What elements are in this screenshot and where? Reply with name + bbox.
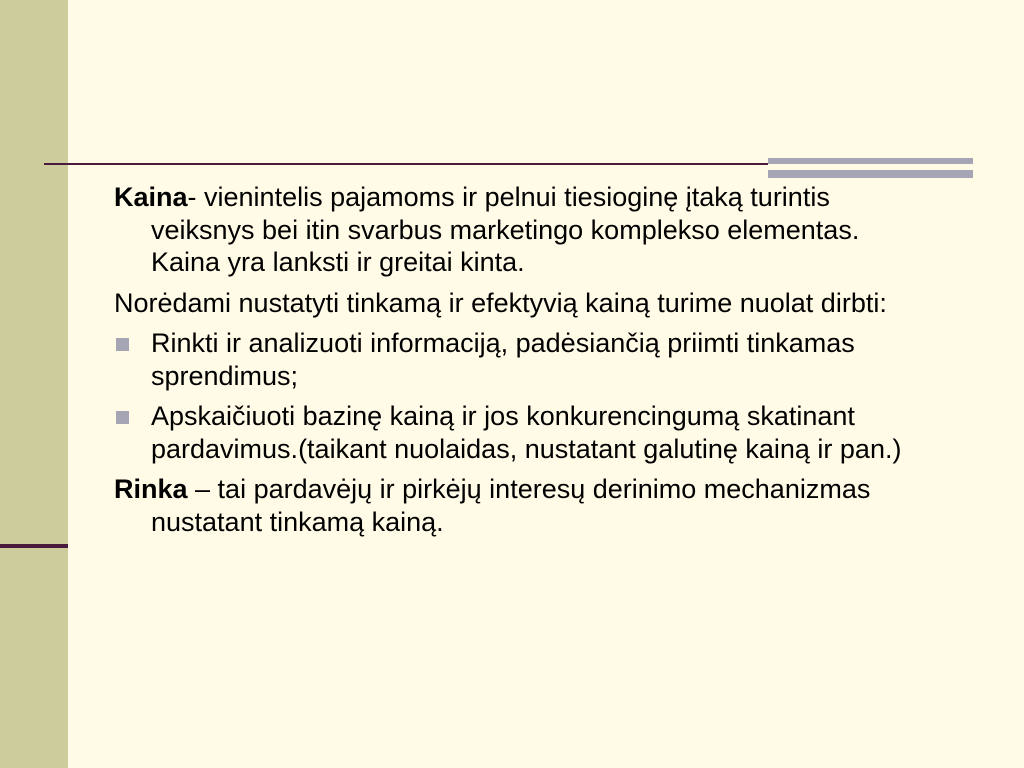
left-decorative-band xyxy=(0,0,68,768)
bullet-text: Rinkti ir analizuoti informaciją, padėsiančią priimti tinkamas sprendimus; xyxy=(151,328,855,391)
rinka-definition: – tai pardavėjų ir pirkėjų interesų derinimo mechanizmas nustatant tinkamą kainą. xyxy=(151,474,871,537)
intro-text: Norėdami nustatyti tinkamą ir efektyvią kainą turime nuolat dirbti: xyxy=(114,287,887,318)
accent-bar-top xyxy=(768,158,973,164)
term-rinka: Rinka xyxy=(114,474,188,504)
paragraph-rinka xyxy=(114,473,934,538)
square-bullet-icon xyxy=(116,338,129,351)
bullet-item xyxy=(114,400,934,465)
bullet-item xyxy=(114,327,934,392)
square-bullet-icon xyxy=(116,411,129,424)
bullet-text: Apskaičiuoti bazinę kainą ir jos konkurencingumą skatinant pardavimus.(taikant nuolaidas, nustatant galutinę kainą ir pan.) xyxy=(151,401,902,464)
paragraph-kaina xyxy=(114,181,934,279)
accent-bar-bottom xyxy=(768,170,973,178)
slide-body xyxy=(114,181,934,546)
left-band-divider xyxy=(0,544,68,548)
term-kaina: Kaina xyxy=(114,182,188,212)
title-rule-line xyxy=(44,163,768,165)
kaina-definition: - vienintelis pajamoms ir pelnui tiesioginę įtaką turintis veiksnys bei itin svarbus marketingo komplekso elementas. Kaina yra lanksti ir greitai kinta. xyxy=(151,182,860,277)
paragraph-intro xyxy=(114,287,934,320)
